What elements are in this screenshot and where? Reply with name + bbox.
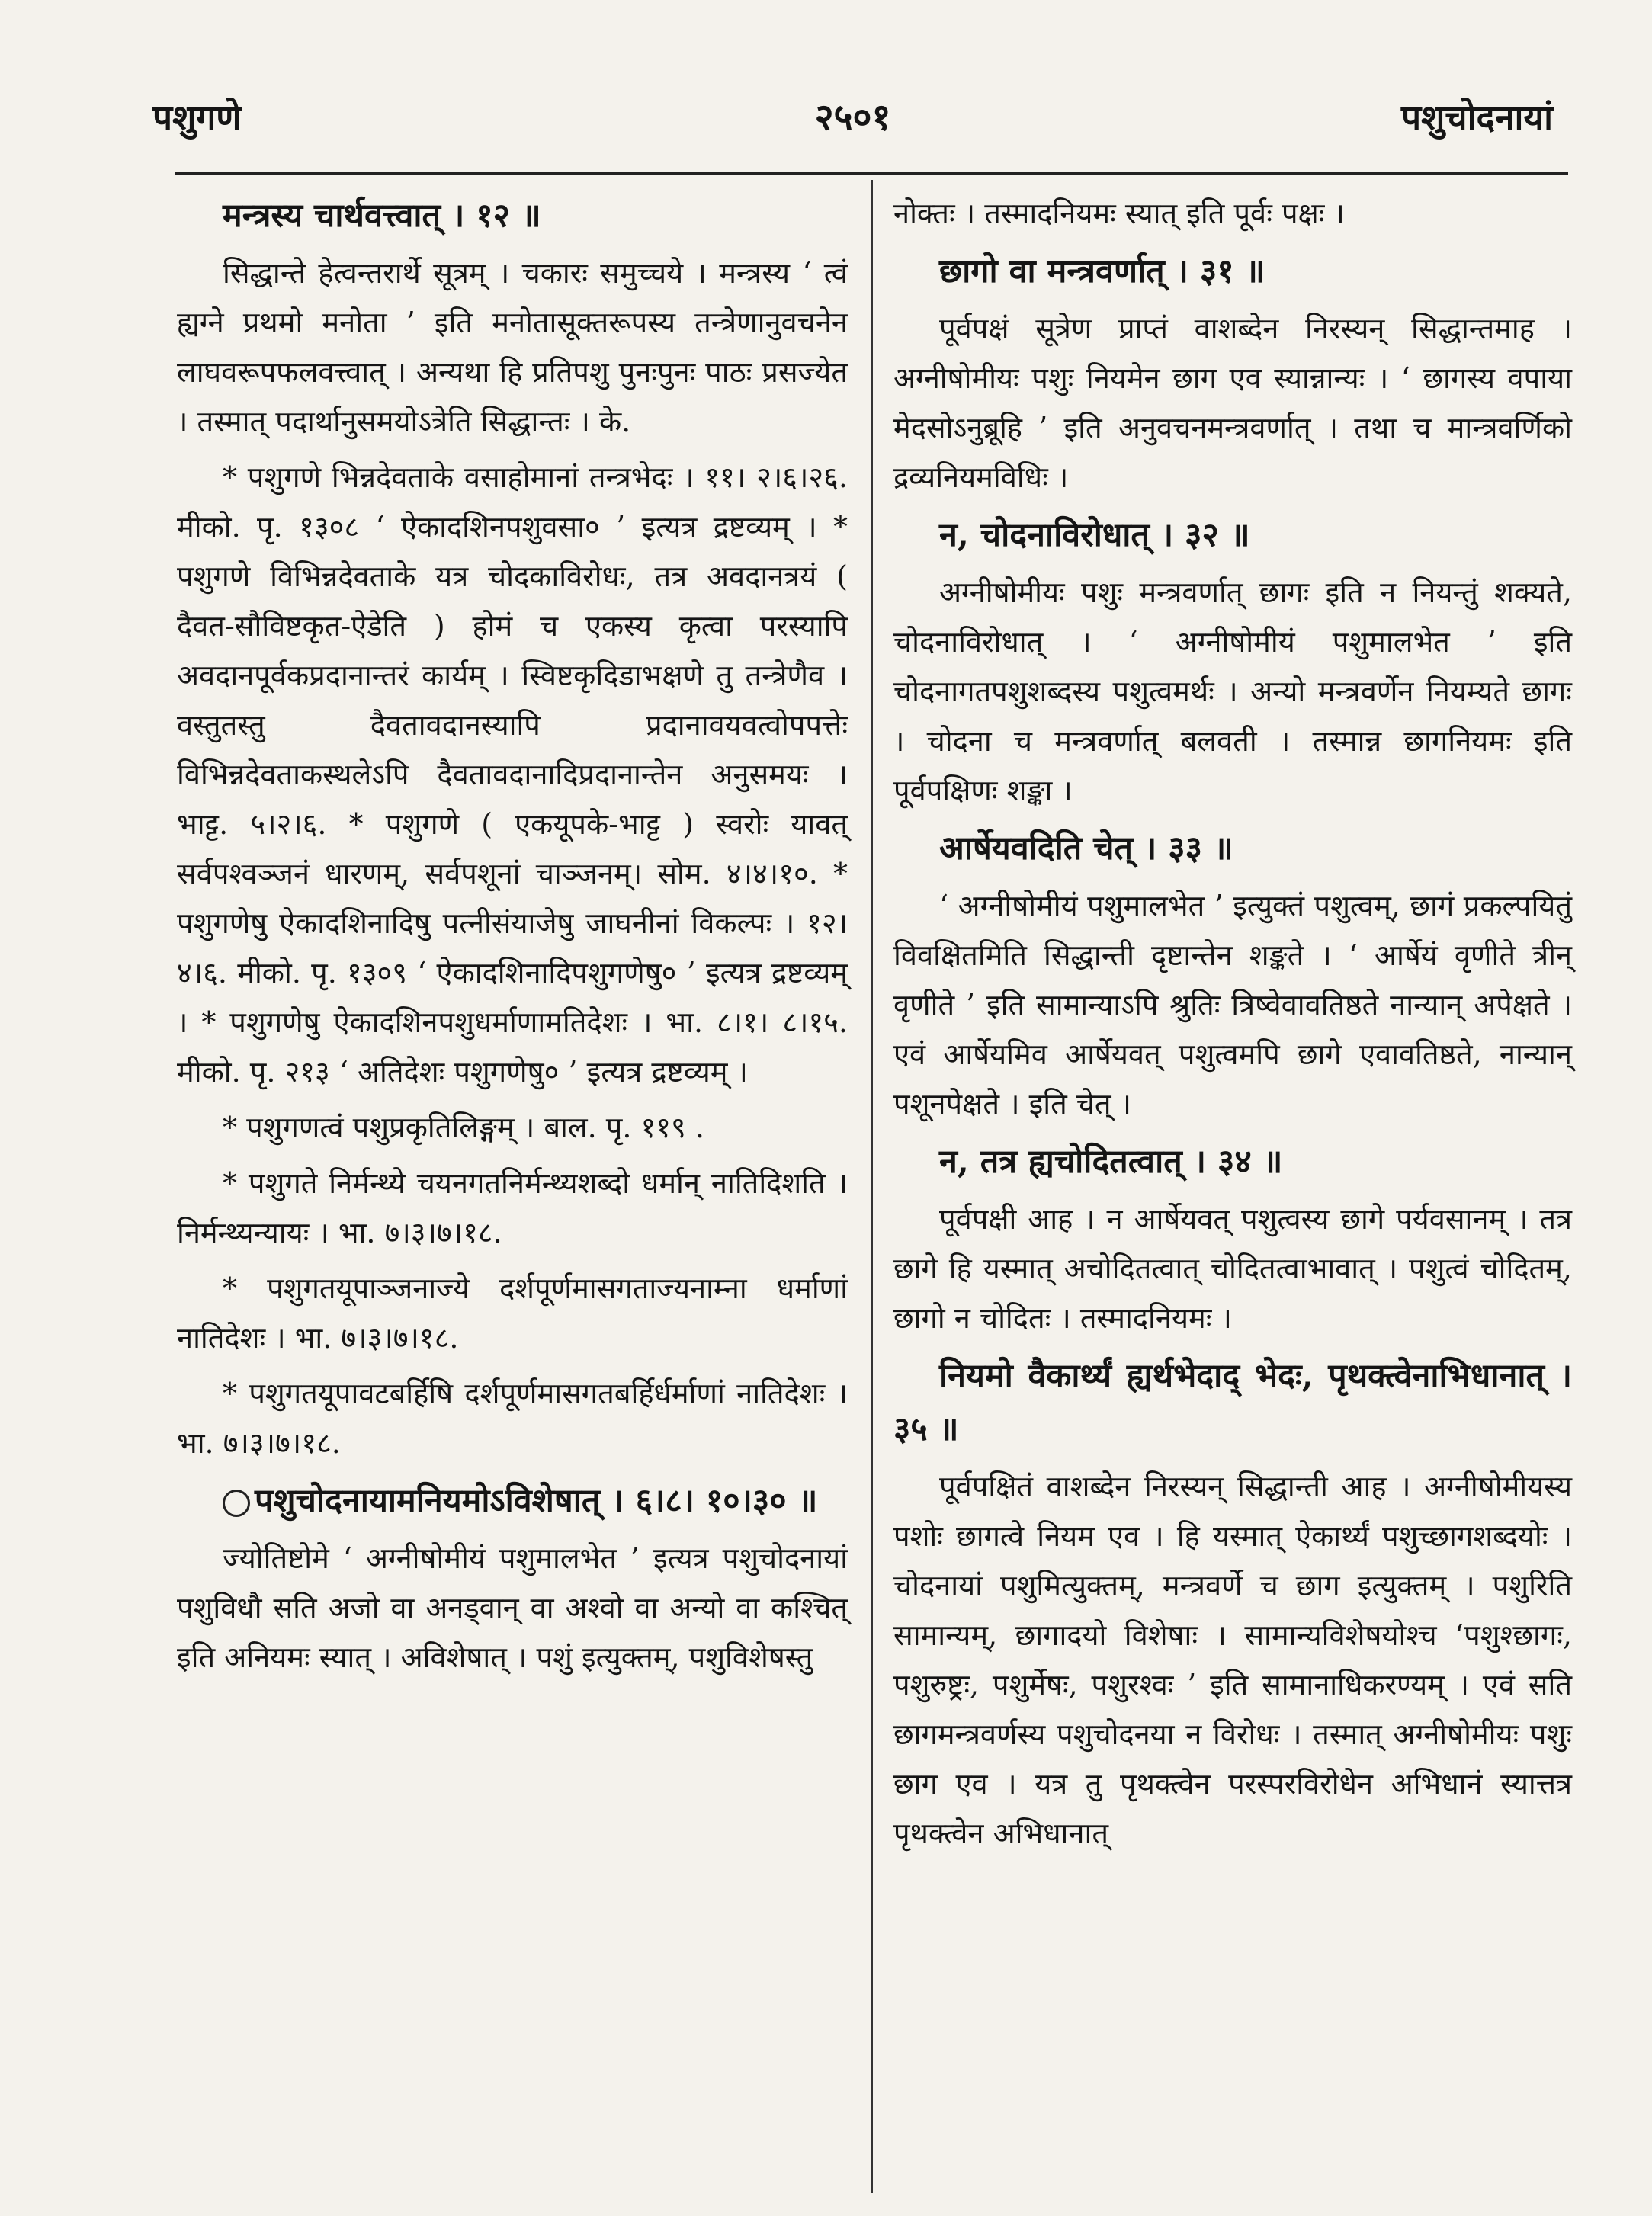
paragraph: सिद्धान्ते हेत्वन्तरार्थे सूत्रम् । चकारः समुच्चये । मन्त्रस्य ‘ त्वं ह्यग्ने प्रथमो मनोता ’ इति मनोतासूक्तरूपस्य तन्त्रेणानुवचनेन लाघवरूपफलवत्त्वात् । अन्यथा हि प्रतिपशु पुनःपुनः पाठः प्रसज्येत । तस्मात् पदार्थानुसमयोऽत्रेति सिद्धान्तः । के. (177, 256, 848, 438)
paragraph: * पशुगणे भिन्नदेवताके वसाहोमानां तन्त्रभेदः । ११। २।६।२६. मीको. पृ. १३०८ ‘ ऐकादशिनपशुवसा० ’ इत्यत्र द्रष्टव्यम् । * पशुगणे विभिन्नदेवताके यत्र चोदकाविरोधः, तत्र अवदानत्रयं ( दैवत-सौविष्टकृत-ऐडेति ) होमं च एकस्य कृत्वा परस्यापि अवदानपूर्वकप्रदानान्तरं कार्यम् । स्विष्टकृदिडाभक्षणे तु तन्त्रेणैव । वस्तुतस्तु दैवतावदानस्यापि प्रदानावयवत्वोपपत्तेः विभिन्नदेवताकस्थलेऽपि दैवतावदानादिप्रदानान्तेन अनुसमयः । भाट्ट. ५।२।६. * पशुगणे ( एकयूपके-भाट्ट ) स्वरोः यावत् सर्वपश्वञ्जनं धारणम्, सर्वपशूनां चाञ्जनम्। सोम. ४।४।१०. * पशुगणेषु ऐकादशिनादिषु पत्नीसंयाजेषु जाघनीनां विकल्पः । १२।४।६. मीको. पृ. १३०९ ‘ ऐकादशिनादिपशुगणेषु० ’ इत्यत्र द्रष्टव्यम् । * पशुगणेषु ऐकादशिनपशुधर्माणामतिदेशः । भा. ८।१। ८।१५. मीको. पृ. २१३ ‘ अतिदेशः पशुगणेषु० ’ इत्यत्र द्रष्टव्यम् । (177, 460, 848, 1089)
left-column (177, 189, 848, 1688)
sutra-heading: न, चोदनाविरोधात् । ३२ ॥ (939, 516, 1250, 554)
sutra-heading: न, तत्र ह्यचोदितत्वात् । ३४ ॥ (939, 1143, 1283, 1181)
sutra-heading: छागो वा मन्त्रवर्णात् । ३१ ॥ (939, 252, 1265, 290)
paragraph: ‘ अग्नीषोमीयं पशुमालभेत ’ इत्युक्तं पशुत्वम्, छागं प्रकल्पयितुं विवक्षितमिति सिद्धान्ती दृष्टान्तेन शङ्कते । ‘ आर्षेयं वृणीते त्रीन् वृणीते ’ इति सामान्याऽपि श्रुतिः त्रिष्वेवावतिष्ठते नान्यान् अपेक्षते । एवं आर्षेयमिव आर्षेयवत् पशुत्वमपि छागे एवावतिष्ठते, नान्यान् पशूनपेक्षते । इति चेत् । (893, 889, 1572, 1121)
paragraph: * पशुगते निर्मन्थ्ये चयनगतनिर्मन्थ्यशब्दो धर्मान् नातिदिशति । निर्मन्थ्यन्यायः । भा. ७।३।७।१८. (177, 1166, 848, 1249)
header-rule (175, 172, 1568, 175)
column-divider (871, 180, 873, 2193)
paragraph: नोक्तः । तस्मादनियमः स्यात् इति पूर्वः पक्षः । (893, 197, 1345, 230)
running-head-left: पशुगणे (152, 97, 242, 138)
running-head-right: पशुचोदनायां (1401, 97, 1553, 138)
sutra-heading: आर्षेयवदिति चेत् । ३३ ॥ (939, 829, 1233, 867)
paragraph: ज्योतिष्टोमे ‘ अग्नीषोमीयं पशुमालभेत ’ इत्यत्र पशुचोदनायां पशुविधौ सति अजो वा अनड्वान् वा अश्वो वा अन्यो वा कश्चित् इति अनियमः स्यात् । अविशेषात् । पशुं इत्युक्तम्, पशुविशेषस्तु (177, 1541, 848, 1674)
paragraph: पूर्वपक्षितं वाशब्देन निरस्यन् सिद्धान्ती आह । अग्नीषोमीयस्य पशोः छागत्वे नियम एव । हि यस्मात् ऐकार्थ्यं पशुच्छागशब्दयोः । चोदनायां पशुमित्युक्तम्, मन्त्रवर्णे च छाग इत्युक्तम् । पशुरिति सामान्यम्, छागादयो विशेषाः । सामान्यविशेषयोश्च ‘पशुश्छागः, पशुरुष्ट्रः, पशुर्मेषः, पशुरश्वः ’ इति सामानाधिकरण्यम् । एवं सति छागमन्त्रवर्णस्य पशुचोदनया न विरोधः । तस्मात् अग्नीषोमीयः पशुः छाग एव । यत्र तु पृथक्त्वेन परस्परविरोधेन अभिधानं स्यात्तत्र पृथक्त्वेन अभिधानात् (893, 1470, 1572, 1850)
sutra-heading: नियमो वैकार्थ्यं ह्यर्थभेदाद् भेदः, पृथक्त्वेनाभिधानात् । ३५ ॥ (893, 1357, 1572, 1448)
sutra-heading: मन्त्रस्य चार्थवत्त्वात् । १२ ॥ (223, 197, 541, 235)
paragraph: पूर्वपक्षी आह । न आर्षेयवत् पशुत्वस्य छागे पर्यवसानम् । तत्र छागे हि यस्मात् अचोदितत्वात् चोदितत्वाभावात् । पशुत्वं चोदितम्, छागो न चोदितः । तस्मादनियमः । (893, 1202, 1572, 1335)
paragraph: पूर्वपक्षं सूत्रेण प्राप्तं वाशब्देन निरस्यन् सिद्धान्तमाह । अग्नीषोमीयः पशुः नियमेन छाग एव स्यान्नान्यः । ‘ छागस्य वपाया मेदसोऽनुब्रूहि ’ इति अनुवचनमन्त्रवर्णात् । तथा च मान्त्रवर्णिको द्रव्यनियमविधिः । (893, 312, 1572, 494)
page-number: २५०१ (814, 96, 891, 139)
page-header (152, 85, 1553, 154)
paragraph: * पशुगणत्वं पशुप्रकृतिलिङ्गम् । बाल. पृ. ११९ . (223, 1111, 704, 1144)
paragraph: अग्नीषोमीयः पशुः मन्त्रवर्णात् छागः इति न नियन्तुं शक्यते, चोदनाविरोधात् । ‘ अग्नीषोमीयं पशुमालभेत ’ इति चोदनागतपशुशब्दस्य पशुत्वमर्थः । अन्यो मन्त्रवर्णेन नियम्यते छागः । चोदना च मन्त्रवर्णात् बलवती । तस्मान्न छागनियमः इति पूर्वपक्षिणः शङ्का । (893, 576, 1572, 807)
paragraph: * पशुगतयूपाञ्जनाज्ये दर्शपूर्णमासगताज्यनाम्ना धर्माणां नातिदेशः । भा. ७।३।७।१८. (177, 1272, 848, 1355)
sutra-heading (177, 1474, 848, 1528)
right-column (893, 189, 1572, 1865)
paragraph: * पशुगतयूपावटबर्हिषि दर्शपूर्णमासगतबर्हिर्धर्माणां नातिदेशः । भा. ७।३।७।१८. (177, 1377, 848, 1460)
flourish-icon (223, 1490, 250, 1517)
sutra-text: पशुचोदनायामनियमोऽविशेषात् । ६।८। १०।३० ॥ (255, 1482, 818, 1520)
